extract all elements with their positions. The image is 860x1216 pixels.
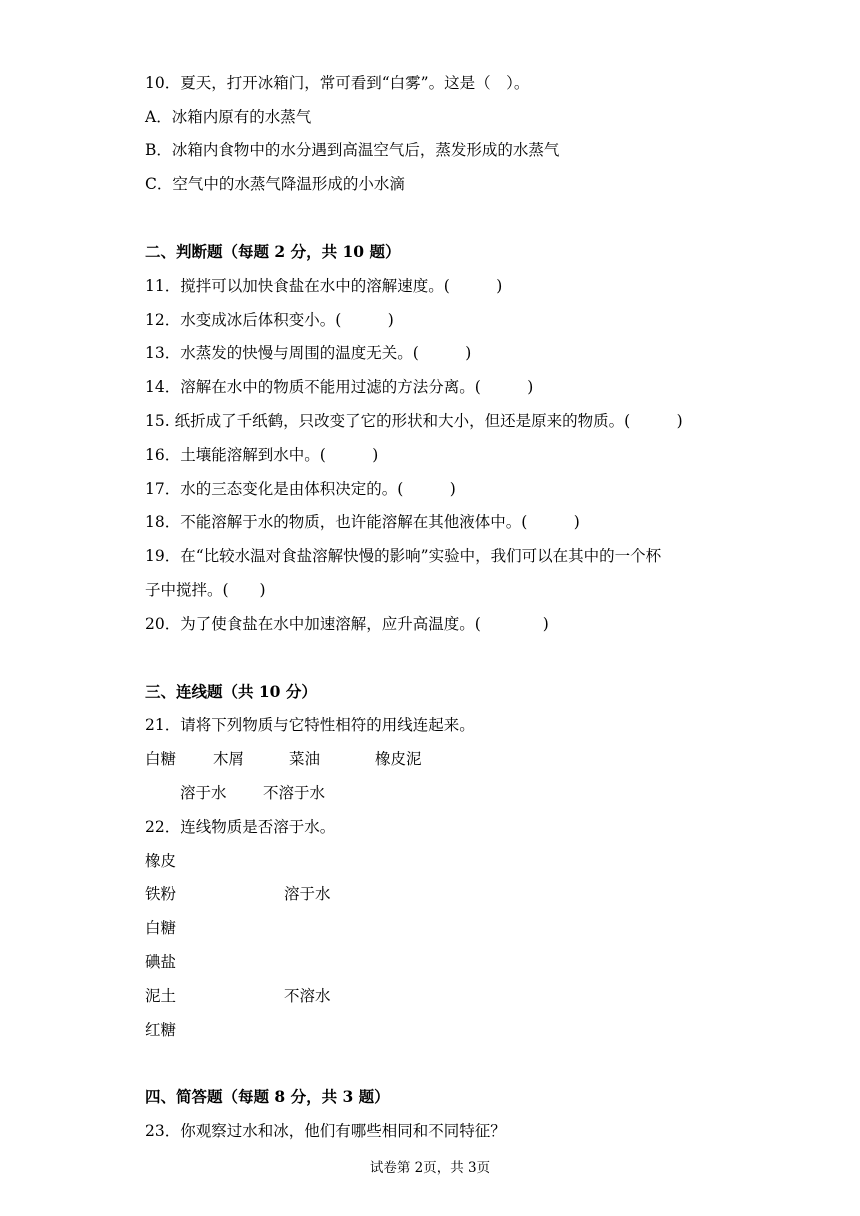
q21-substance-sawdust: 木屑: [213, 750, 245, 768]
q21-property-soluble: 溶于水: [180, 784, 227, 802]
q22-property-soluble: 溶于水: [284, 885, 331, 903]
q22-substance-brown-sugar: 红糖: [145, 1021, 177, 1039]
q10-option-c: C．空气中的水蒸气降温形成的小水滴: [145, 175, 405, 193]
q17: 17．水的三态变化是由体积决定的。( ): [145, 480, 456, 498]
q22-substance-soil: 泥土: [145, 987, 177, 1005]
q23: 23．你观察过水和冰，他们有哪些相同和不同特征？: [145, 1122, 506, 1140]
q19-line-2: 子中搅拌。( ): [145, 581, 266, 599]
section-title-short-answer: 四、简答题（每题 8 分，共 3 题）: [145, 1087, 390, 1106]
q19-line-1: 19．在“比较水温对食盐溶解快慢的影响”实验中，我们可以在其中的一个杯: [145, 547, 662, 565]
q22-substance-sugar: 白糖: [145, 919, 177, 937]
q22-substance-iron-powder: 铁粉: [145, 885, 177, 903]
q21-substance-oil: 菜油: [289, 750, 321, 768]
q21-stem: 21．请将下列物质与它特性相符的用线连起来。: [145, 716, 475, 734]
q20: 20．为了使食盐在水中加速溶解，应升高温度。( ): [145, 615, 549, 633]
q14: 14．溶解在水中的物质不能用过滤的方法分离。( ): [145, 378, 534, 396]
q22-stem: 22．连线物质是否溶于水。: [145, 818, 336, 836]
section-title-matching: 三、连线题（共 10 分）: [145, 682, 317, 701]
q21-substance-sugar: 白糖: [145, 750, 177, 768]
q22-substance-eraser: 橡皮: [145, 852, 177, 870]
section-title-true-false: 二、判断题（每题 2 分，共 10 题）: [145, 242, 401, 261]
q10-stem: 10．夏天，打开冰箱门，常可看到“白雾”。这是（ ）。: [145, 74, 530, 92]
q21-property-insoluble: 不溶于水: [263, 784, 326, 802]
page-footer: 试卷第 2页，共 3页: [369, 1160, 491, 1176]
q21-substance-clay: 橡皮泥: [375, 750, 422, 768]
q22-property-insoluble: 不溶水: [284, 987, 331, 1005]
q11: 11．搅拌可以加快食盐在水中的溶解速度。( ): [145, 277, 503, 295]
q22-substance-iodized-salt: 碘盐: [145, 953, 177, 971]
q18: 18．不能溶解于水的物质，也许能溶解在其他液体中。( ): [145, 513, 580, 531]
q10-option-b: B．冰箱内食物中的水分遇到高温空气后，蒸发形成的水蒸气: [145, 141, 560, 159]
q13: 13．水蒸发的快慢与周围的温度无关。( ): [145, 344, 472, 362]
q16: 16．土壤能溶解到水中。( ): [145, 446, 379, 464]
q12: 12．水变成冰后体积变小。( ): [145, 311, 394, 329]
q10-option-a: A．冰箱内原有的水蒸气: [145, 108, 312, 126]
q15: 15. 纸折成了千纸鹤，只改变了它的形状和大小，但还是原来的物质。( ): [145, 412, 683, 430]
